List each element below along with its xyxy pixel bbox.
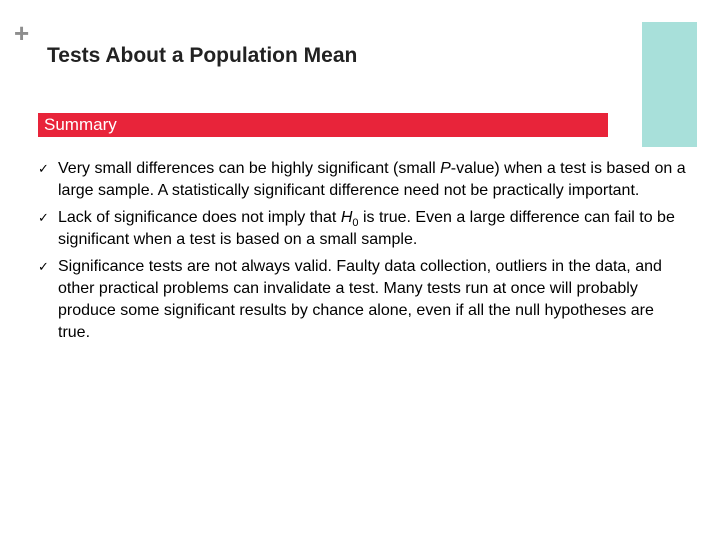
slide-title: Tests About a Population Mean [47, 44, 358, 67]
checkmark-icon: ✓ [38, 161, 49, 176]
plus-icon: + [14, 18, 30, 48]
checkmark-icon: ✓ [38, 210, 49, 225]
bullet-text: -value) when a test is based on a large sample. A statistically significant difference need not be practically important. [58, 160, 686, 199]
bullet-list [0, 158, 720, 349]
bullet-text: Significance tests are not always valid. Faulty data collection, outliers in the data, and other practical problems can invalidate a test. Many tests run at once will probably produce some significant results by chance alone, even if all the null hypotheses are true. [58, 258, 662, 341]
p-symbol: P [440, 160, 451, 177]
checkmark-icon: ✓ [38, 259, 49, 274]
bullet-item [0, 256, 688, 344]
summary-bar [38, 113, 608, 137]
summary-label: Summary [44, 115, 117, 134]
bullet-text: is true. Even a large difference can fail to be significant when a test is based on a small sample. [58, 209, 675, 248]
accent-block [642, 22, 697, 147]
h-subscript: 0 [352, 217, 359, 230]
bullet-item [0, 158, 688, 202]
bullet-item [0, 207, 688, 251]
bullet-text: Lack of significance does not imply that [58, 209, 341, 226]
h-symbol: H [340, 209, 353, 226]
bullet-text: Very small differences can be highly significant (small [58, 160, 441, 177]
